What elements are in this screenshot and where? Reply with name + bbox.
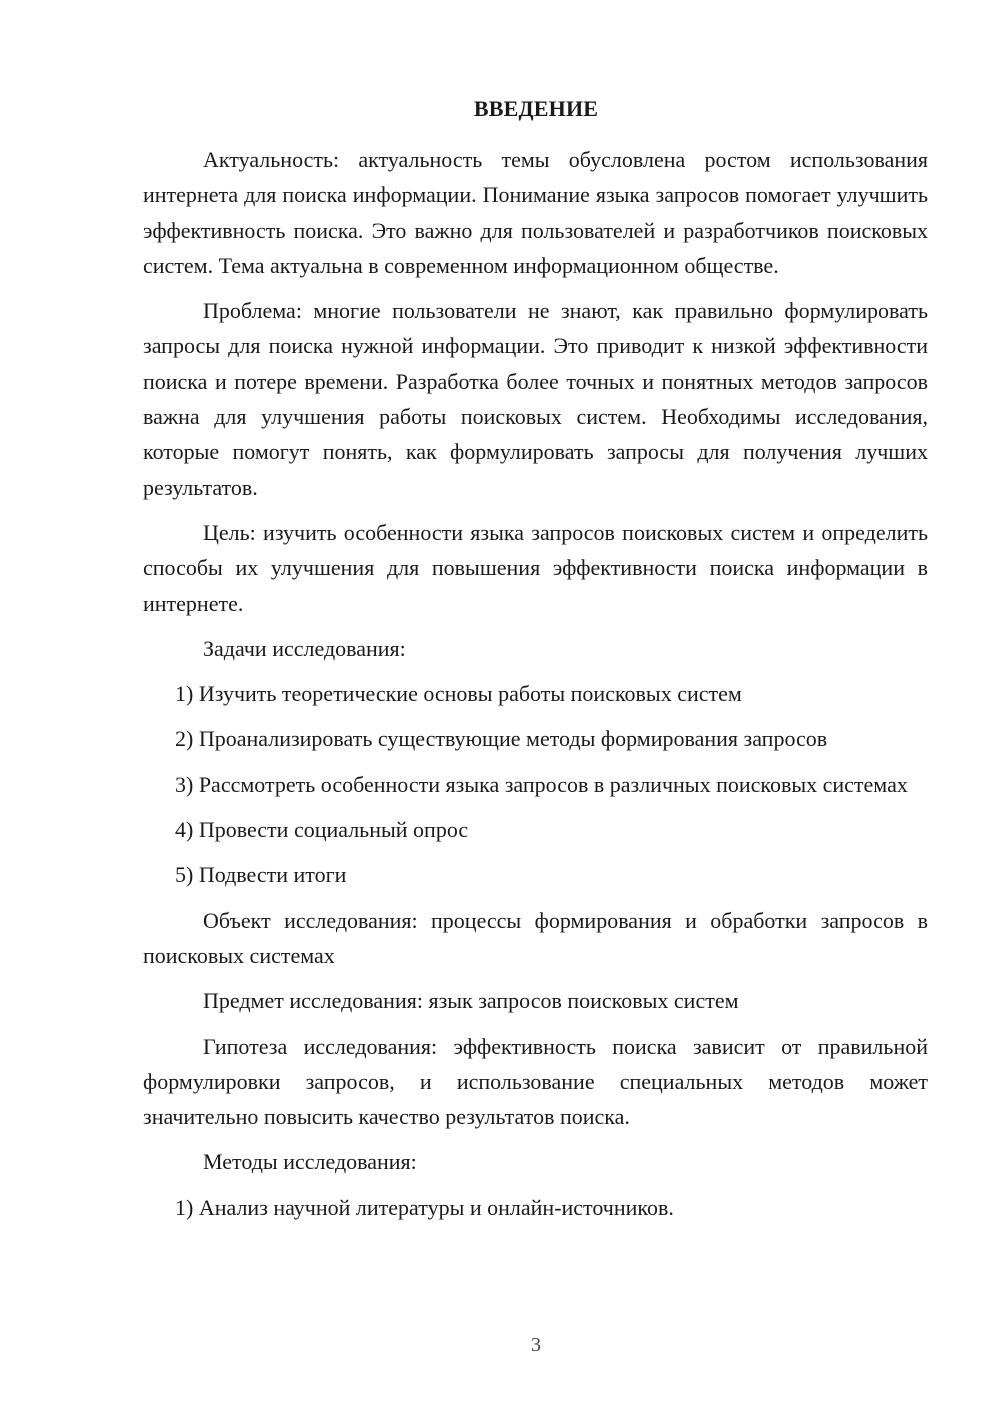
paragraph-object: Объект исследования: процессы формирования и обработки запросов в поисковых системах [143,907,928,968]
list-item: 4) Провести социальный опрос [175,817,469,843]
paragraph-problem: Проблема: многие пользователи не знают, как правильно формулировать запросы для поиска нужной информации. Это приводит к низкой эффективности поиска и потере времени. Разработка более точных и понятных методов запросов важна для улучшения работы поисковых систем. Необходимы исследования, которые помогут понять, как формулировать запросы для получения лучших результатов. [143,298,928,500]
section-title: ВВЕДЕНИЕ [473,96,599,121]
list-item: 1) Анализ научной литературы и онлайн-источников. [175,1194,674,1220]
list-item: 1) Изучить теоретические основы работы поисковых систем [175,681,742,707]
list-item: 5) Подвести итоги [175,862,347,888]
list-item: 2) Проанализировать существующие методы формирования запросов [175,726,828,752]
paragraph-subject: Предмет исследования: язык запросов поисковых систем [203,988,739,1014]
paragraph-tasks-heading: Задачи исследования: [203,635,406,661]
list-item: 3) Рассмотреть особенности языка запросов в различных поисковых системах [175,771,908,797]
paragraph-relevance: Актуальность: актуальность темы обусловлена ростом использования интернета для поиска информации. Понимание языка запросов помогает улучшить эффективность поиска. Это важно для пользователей и разработчиков поисковых систем. Тема актуальна в современном информационном обществе. [143,147,928,278]
page-number: 3 [531,1334,541,1356]
document-body [143,142,928,1235]
paragraph-hypothesis: Гипотеза исследования: эффективность поиска зависит от правильной формулировки запросов, и использование специальных методов может значительно повысить качество результатов поиска. [143,1033,928,1130]
paragraph-goal: Цель: изучить особенности языка запросов поисковых систем и определить способы их улучшения для повышения эффективности поиска информации в интернете. [143,519,928,616]
paragraph-methods-heading: Методы исследования: [203,1149,417,1175]
